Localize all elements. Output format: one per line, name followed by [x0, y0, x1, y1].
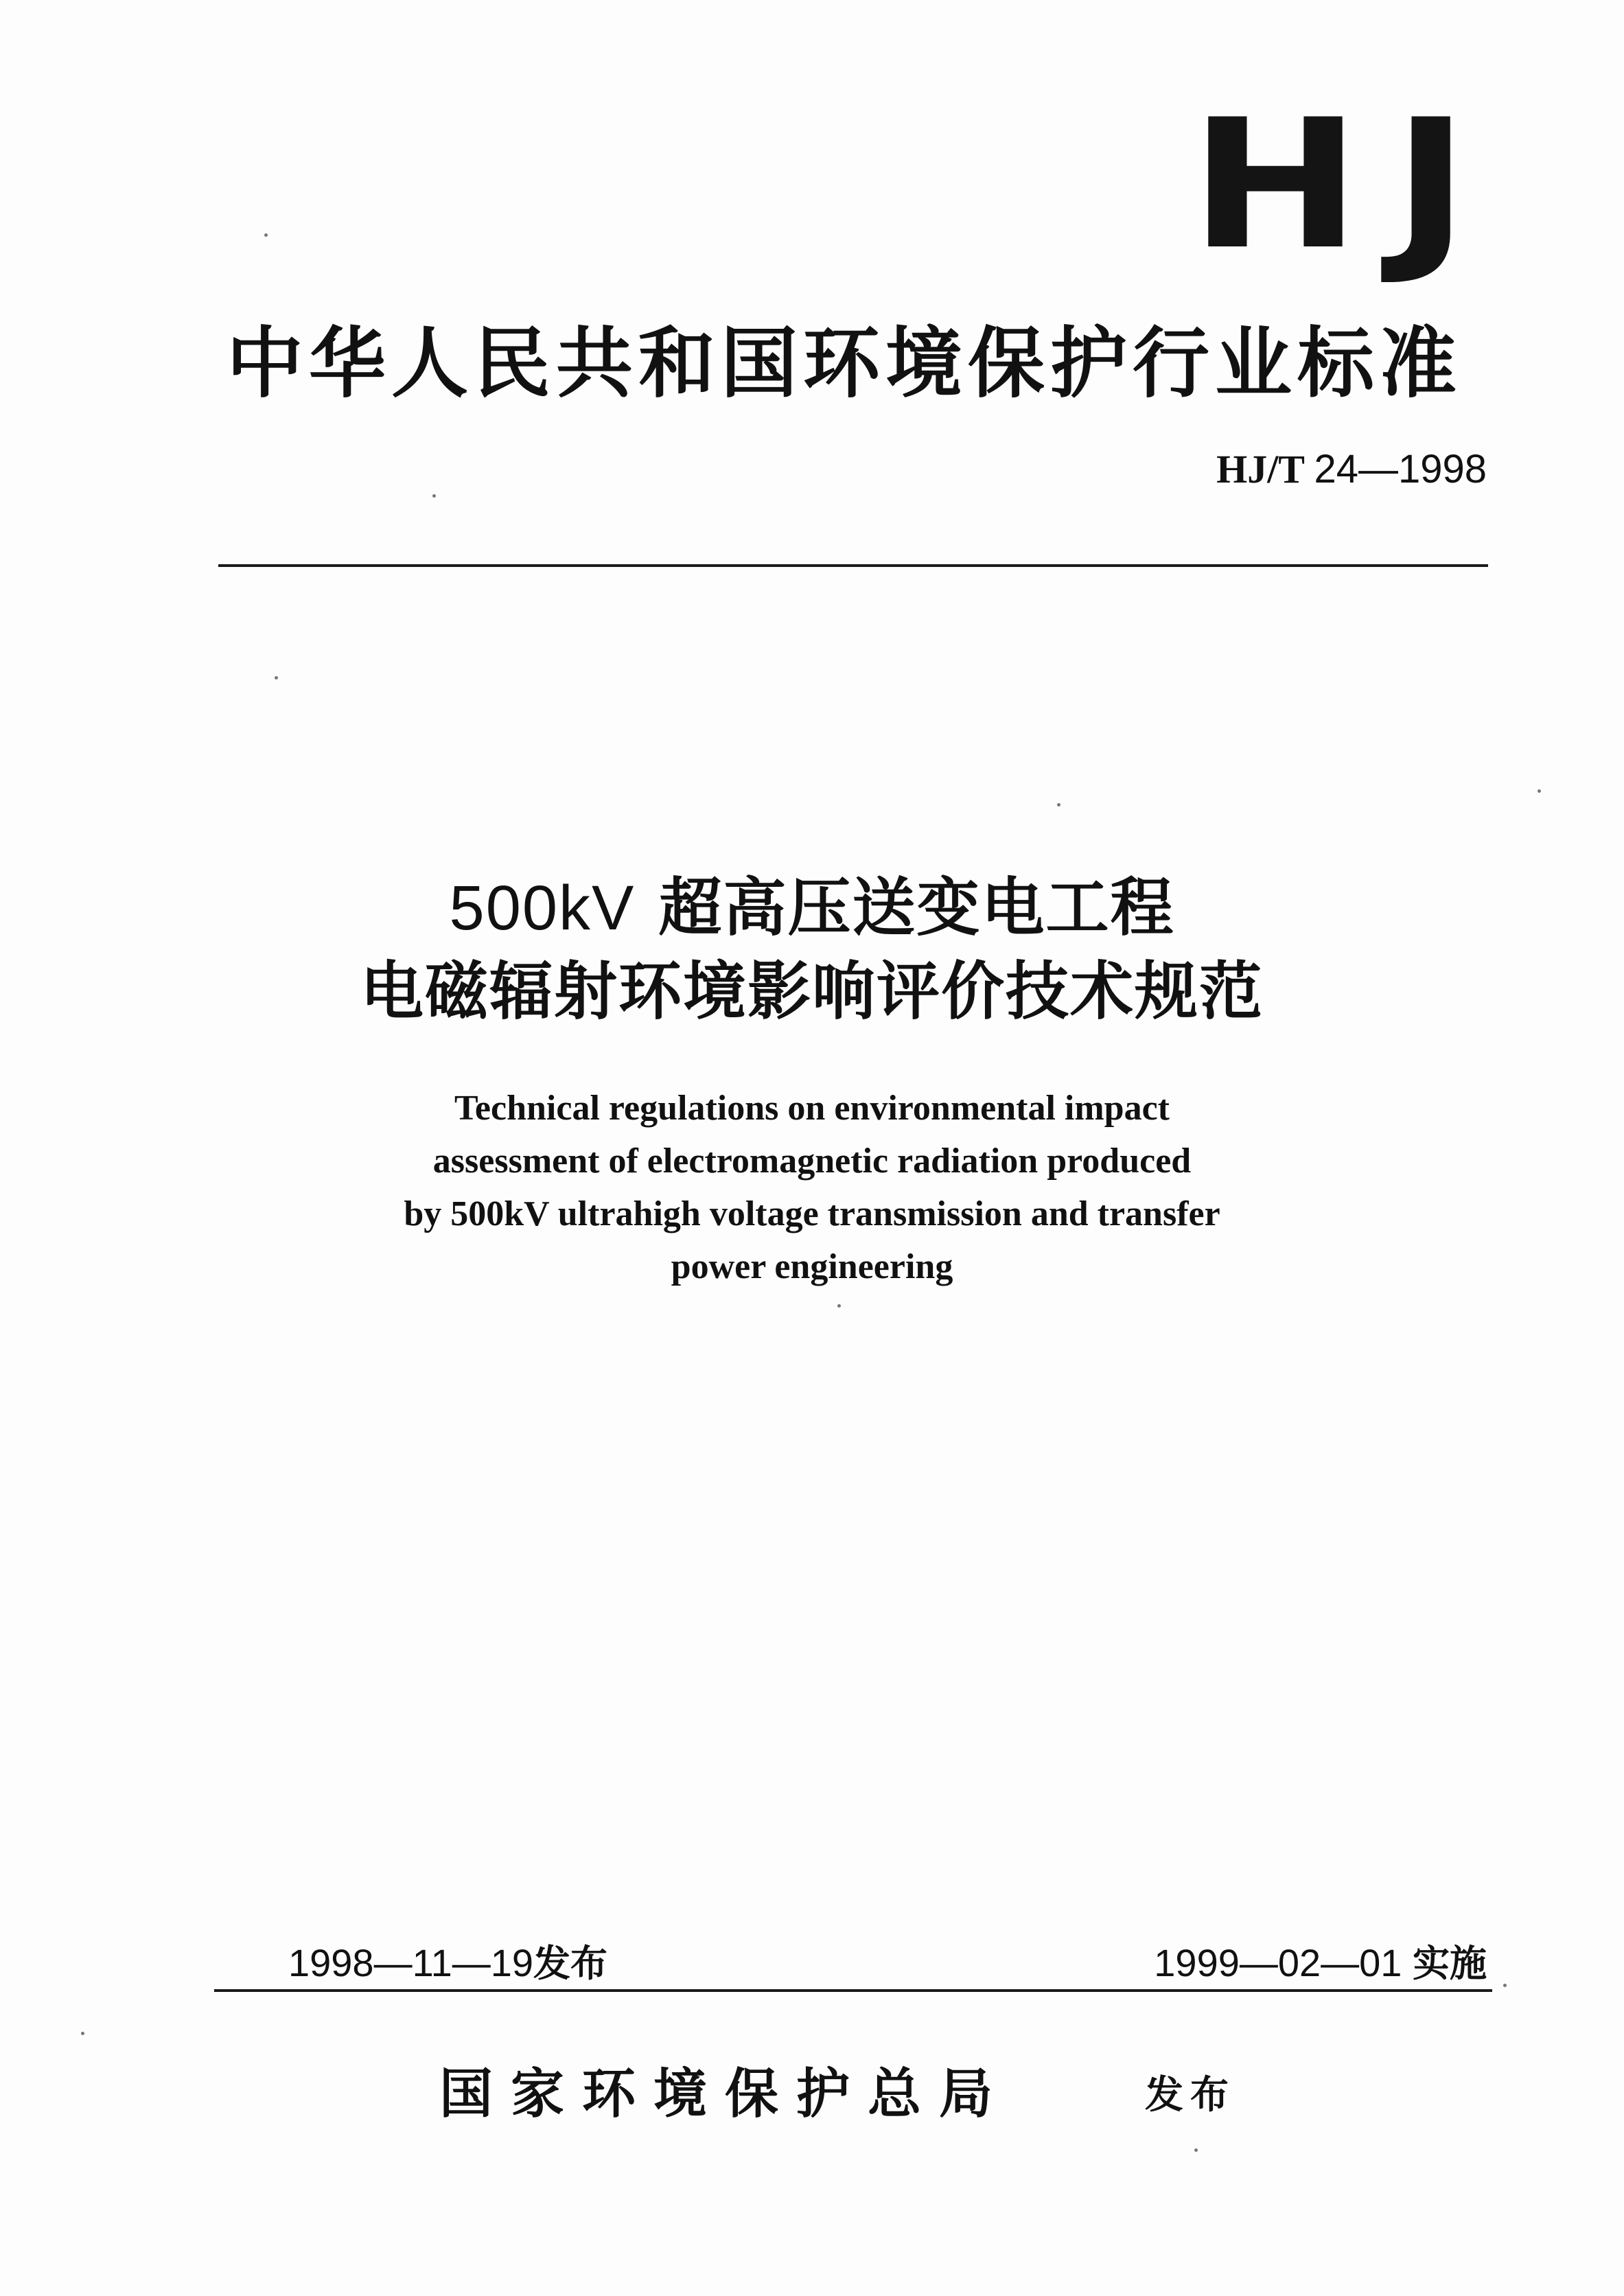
english-title-line-2: assessment of electromagnetic radiation produced	[432, 1141, 1192, 1181]
standard-category-title: 中华人民共和国环境保护行业标准	[227, 319, 1462, 408]
scan-speck	[1538, 789, 1541, 793]
bottom-divider	[214, 1989, 1492, 1992]
release-date-value: 1998—11—19	[288, 1941, 533, 1984]
scan-speck	[264, 233, 268, 237]
release-label: 发布	[533, 1942, 607, 1985]
english-title-line-4: power engineering	[671, 1247, 953, 1286]
english-title-line-3: by 500kV ultrahigh voltage transmission and transfer	[404, 1194, 1220, 1233]
issuing-authority: 国家环境保护总局	[439, 2063, 1011, 2125]
top-divider	[218, 564, 1488, 567]
standard-code	[1216, 446, 1487, 492]
scan-speck	[1194, 2148, 1198, 2152]
standard-code-prefix: HJ/T	[1216, 447, 1304, 491]
issuing-label: 发布	[1145, 2073, 1236, 2118]
english-title	[0, 1082, 1624, 1293]
chinese-title-line-2: 电磁辐射环境影响评价技术规范	[360, 955, 1264, 1028]
scan-speck	[432, 494, 436, 498]
release-date	[288, 1934, 607, 1987]
scan-speck	[837, 1304, 841, 1308]
chinese-title-line-1-text: 超高压送变电工程	[658, 871, 1175, 944]
scan-speck	[1057, 803, 1060, 807]
scan-speck	[1503, 1984, 1507, 1987]
hj-logo: HJ	[1189, 82, 1500, 289]
scan-speck	[81, 2032, 84, 2035]
effective-date-value: 1999—02—01	[1154, 1941, 1402, 1984]
chinese-title-voltage: 500kV	[449, 873, 636, 943]
effective-date	[1154, 1934, 1487, 1987]
effective-label: 实施	[1413, 1942, 1487, 1985]
english-title-line-1: Technical regulations on environmental impact	[454, 1089, 1170, 1128]
standard-code-number: 24—1998	[1314, 447, 1487, 491]
chinese-title-line-1	[0, 870, 1624, 946]
scan-speck	[275, 676, 278, 680]
